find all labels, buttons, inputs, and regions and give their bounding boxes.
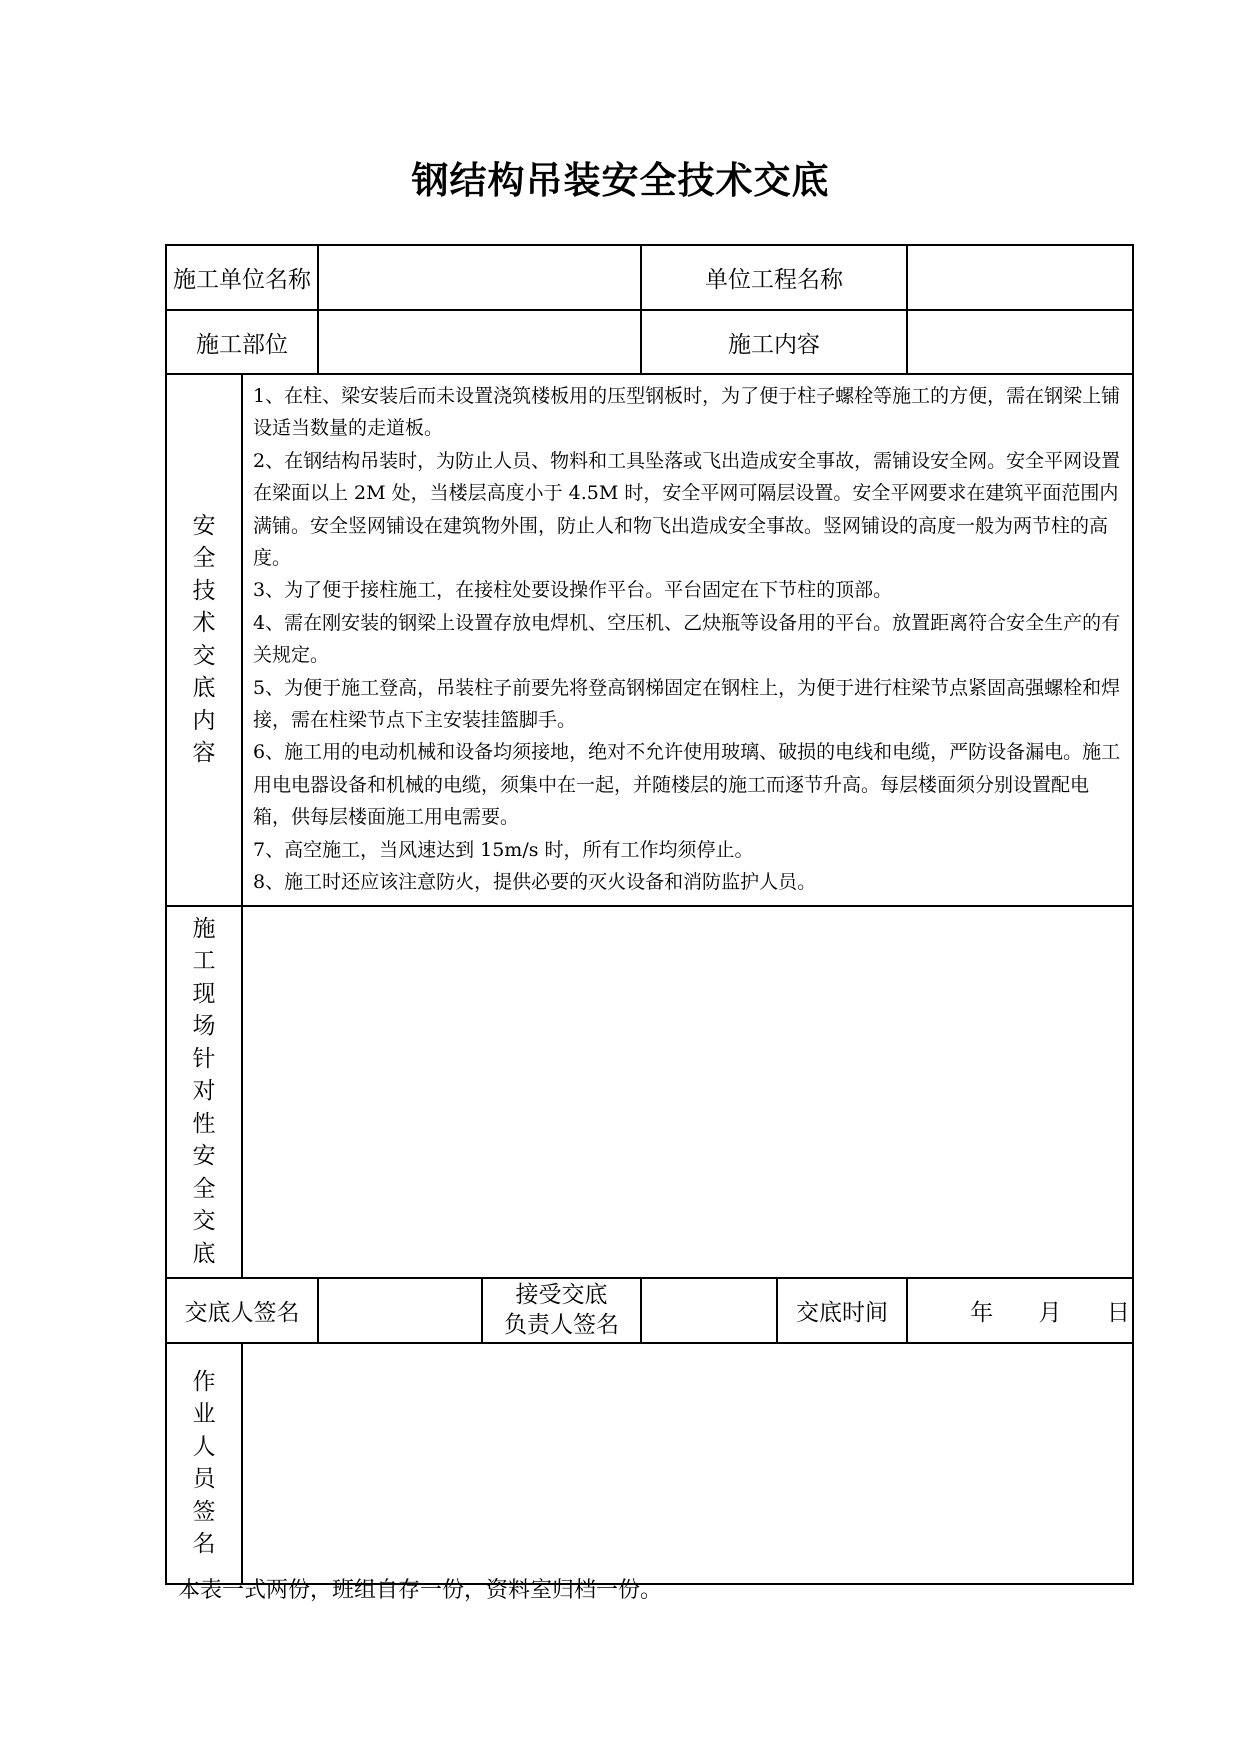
date-month-label: 月 bbox=[1038, 1299, 1062, 1326]
safety-item: 4、需在刚安装的钢梁上设置存放电焊机、空压机、乙炔瓶等设备用的平台。放置距离符合安全生产的有关规定。 bbox=[253, 611, 1121, 667]
vertical-label-char: 签 bbox=[192, 1498, 216, 1525]
safety-item: 2、在钢结构吊装时，为防止人员、物料和工具坠落或飞出造成安全事故，需铺设安全网。安全平网设置在梁面以上 2M 处，当楼层高度小于 4.5M 时，安全平网可隔层设置。安全平网要求在建筑平面范围内满铺。安全竖网铺设在建筑物外围，防止人和物飞出造成安全事故。竖网铺设的高度一般为两节柱的高度。 bbox=[253, 449, 1121, 570]
vertical-label-char: 人 bbox=[192, 1433, 216, 1460]
receiver-label-line1: 接受交底 bbox=[515, 1282, 608, 1308]
safety-item: 5、为便于施工登高，吊装柱子前要先将登高钢梯固定在钢柱上，为便于进行柱梁节点紧固高强螺栓和焊接，需在柱梁节点下主安装挂篮脚手。 bbox=[253, 676, 1121, 732]
safety-item: 8、施工时还应该注意防火，提供必要的灭火设备和消防监护人员。 bbox=[253, 871, 817, 894]
receiver-label-line2: 负责人签名 bbox=[504, 1312, 619, 1338]
vertical-label-char: 交 bbox=[192, 642, 216, 669]
row-safety-content bbox=[166, 374, 1133, 906]
vertical-label-char: 内 bbox=[192, 707, 216, 734]
vertical-label-char: 作 bbox=[192, 1368, 216, 1395]
safety-content-list bbox=[242, 374, 1133, 906]
vertical-label-char: 对 bbox=[192, 1078, 216, 1105]
row-site-specific bbox=[166, 906, 1133, 1278]
label-site-specific bbox=[166, 906, 242, 1278]
vertical-label-char: 名 bbox=[192, 1531, 216, 1557]
vertical-label-char: 技 bbox=[192, 577, 216, 604]
label-safety-tech-content bbox=[166, 374, 242, 906]
vertical-label-char: 现 bbox=[192, 980, 216, 1007]
vertical-label-char: 术 bbox=[192, 610, 216, 637]
disclosure-form-table bbox=[165, 244, 1134, 1585]
safety-item: 1、在柱、梁安装后而未设置浇筑楼板用的压型钢板时，为了便于柱子螺栓等施工的方便，需在钢梁上铺设适当数量的走道板。 bbox=[253, 385, 1121, 440]
label-project-name: 单位工程名称 bbox=[641, 245, 907, 310]
label-construction-part: 施工部位 bbox=[166, 310, 318, 374]
vertical-label-char: 业 bbox=[192, 1401, 216, 1427]
field-receiver-signature[interactable] bbox=[641, 1278, 777, 1343]
vertical-label-char: 全 bbox=[192, 1175, 216, 1202]
row-unit-project bbox=[166, 245, 1133, 310]
document-title: 钢结构吊装安全技术交底 bbox=[411, 158, 830, 202]
field-construction-part[interactable] bbox=[318, 310, 641, 374]
field-disclosure-date[interactable] bbox=[907, 1278, 1133, 1343]
safety-item: 6、施工用的电动机械和设备均须接地，绝对不允许使用玻璃、破损的电线和电缆，严防设备漏电。施工用电电器设备和机械的电缆，须集中在一起，并随楼层的施工而逐节升高。每层楼面须分别设置配电箱，供每层楼面施工用电需要。 bbox=[253, 741, 1121, 829]
field-project-name[interactable] bbox=[907, 245, 1133, 310]
vertical-label-char: 全 bbox=[192, 545, 216, 572]
vertical-label-char: 针 bbox=[192, 1045, 216, 1072]
vertical-label-char: 安 bbox=[192, 512, 216, 539]
vertical-label-char: 底 bbox=[192, 1240, 216, 1267]
vertical-label-char: 安 bbox=[192, 1143, 216, 1170]
safety-item: 7、高空施工，当风速达到 15m/s 时，所有工作均须停止。 bbox=[253, 838, 754, 861]
date-year-label: 年 bbox=[970, 1299, 994, 1326]
label-discloser-signature: 交底人签名 bbox=[166, 1278, 318, 1343]
vertical-label-char: 容 bbox=[192, 740, 216, 767]
vertical-label-char: 施 bbox=[192, 915, 216, 942]
label-worker-signature bbox=[166, 1343, 242, 1584]
label-receiver-signature bbox=[482, 1278, 641, 1343]
label-construction-unit: 施工单位名称 bbox=[166, 245, 318, 310]
date-day-label: 日 bbox=[1106, 1299, 1130, 1326]
vertical-label-char: 场 bbox=[192, 1013, 216, 1040]
vertical-label-char: 工 bbox=[192, 948, 216, 975]
label-disclosure-time: 交底时间 bbox=[777, 1278, 907, 1343]
footnote: 本表一式两份，班组自存一份，资料室归档一份。 bbox=[178, 1578, 663, 1603]
row-signatures bbox=[166, 1278, 1133, 1343]
vertical-label-char: 底 bbox=[192, 675, 216, 702]
vertical-label-char: 性 bbox=[192, 1110, 216, 1137]
field-construction-content[interactable] bbox=[907, 310, 1133, 374]
row-worker-signature bbox=[166, 1343, 1133, 1584]
field-construction-unit[interactable] bbox=[318, 245, 641, 310]
vertical-label-char: 交 bbox=[192, 1208, 216, 1235]
vertical-label-char: 员 bbox=[192, 1466, 216, 1492]
field-site-specific[interactable] bbox=[242, 906, 1133, 1278]
safety-item: 3、为了便于接柱施工，在接柱处要设操作平台。平台固定在下节柱的顶部。 bbox=[253, 579, 893, 602]
label-construction-content: 施工内容 bbox=[641, 310, 907, 374]
field-discloser-signature[interactable] bbox=[318, 1278, 482, 1343]
row-part-content bbox=[166, 310, 1133, 374]
field-worker-signature[interactable] bbox=[242, 1343, 1133, 1584]
